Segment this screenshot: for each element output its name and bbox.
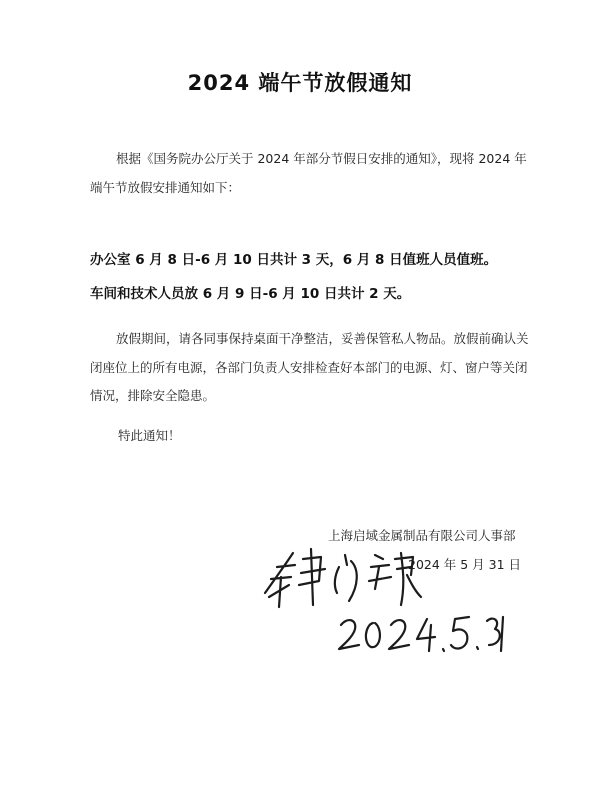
intro-paragraph	[90, 145, 530, 202]
issue-date: 2024 年 5 月 31 日	[408, 557, 522, 572]
issuing-organization: 上海启域金属制品有限公司人事部	[328, 528, 516, 543]
signature-date-strokes	[339, 617, 503, 651]
workshop-schedule-line: 车间和技术人员放 6 月 9 日-6 月 10 日共计 2 天。	[90, 286, 411, 302]
reminder-paragraph	[90, 325, 530, 411]
signature-name-strokes	[265, 549, 421, 607]
closing-text: 特此通知！	[118, 428, 181, 443]
notice-title: 2024 端午节放假通知	[187, 71, 413, 95]
office-schedule-line: 办公室 6 月 8 日-6 月 10 日共计 3 天，6 月 8 日值班人员值班。	[90, 252, 498, 268]
reminder-text: 放假期间，请各同事保持桌面干净整洁，妥善保管私人物品。放假前确认关闭座位上的所有电源，各部门负责人安排检查好本部门的电源、灯、窗户等关闭情况，排除安全隐患。	[90, 331, 529, 403]
handwritten-signature	[255, 545, 505, 665]
intro-text: 根据《国务院办公厅关于 2024 年部分节假日安排的通知》，现将 2024 年端午节放假安排通知如下：	[90, 151, 527, 195]
